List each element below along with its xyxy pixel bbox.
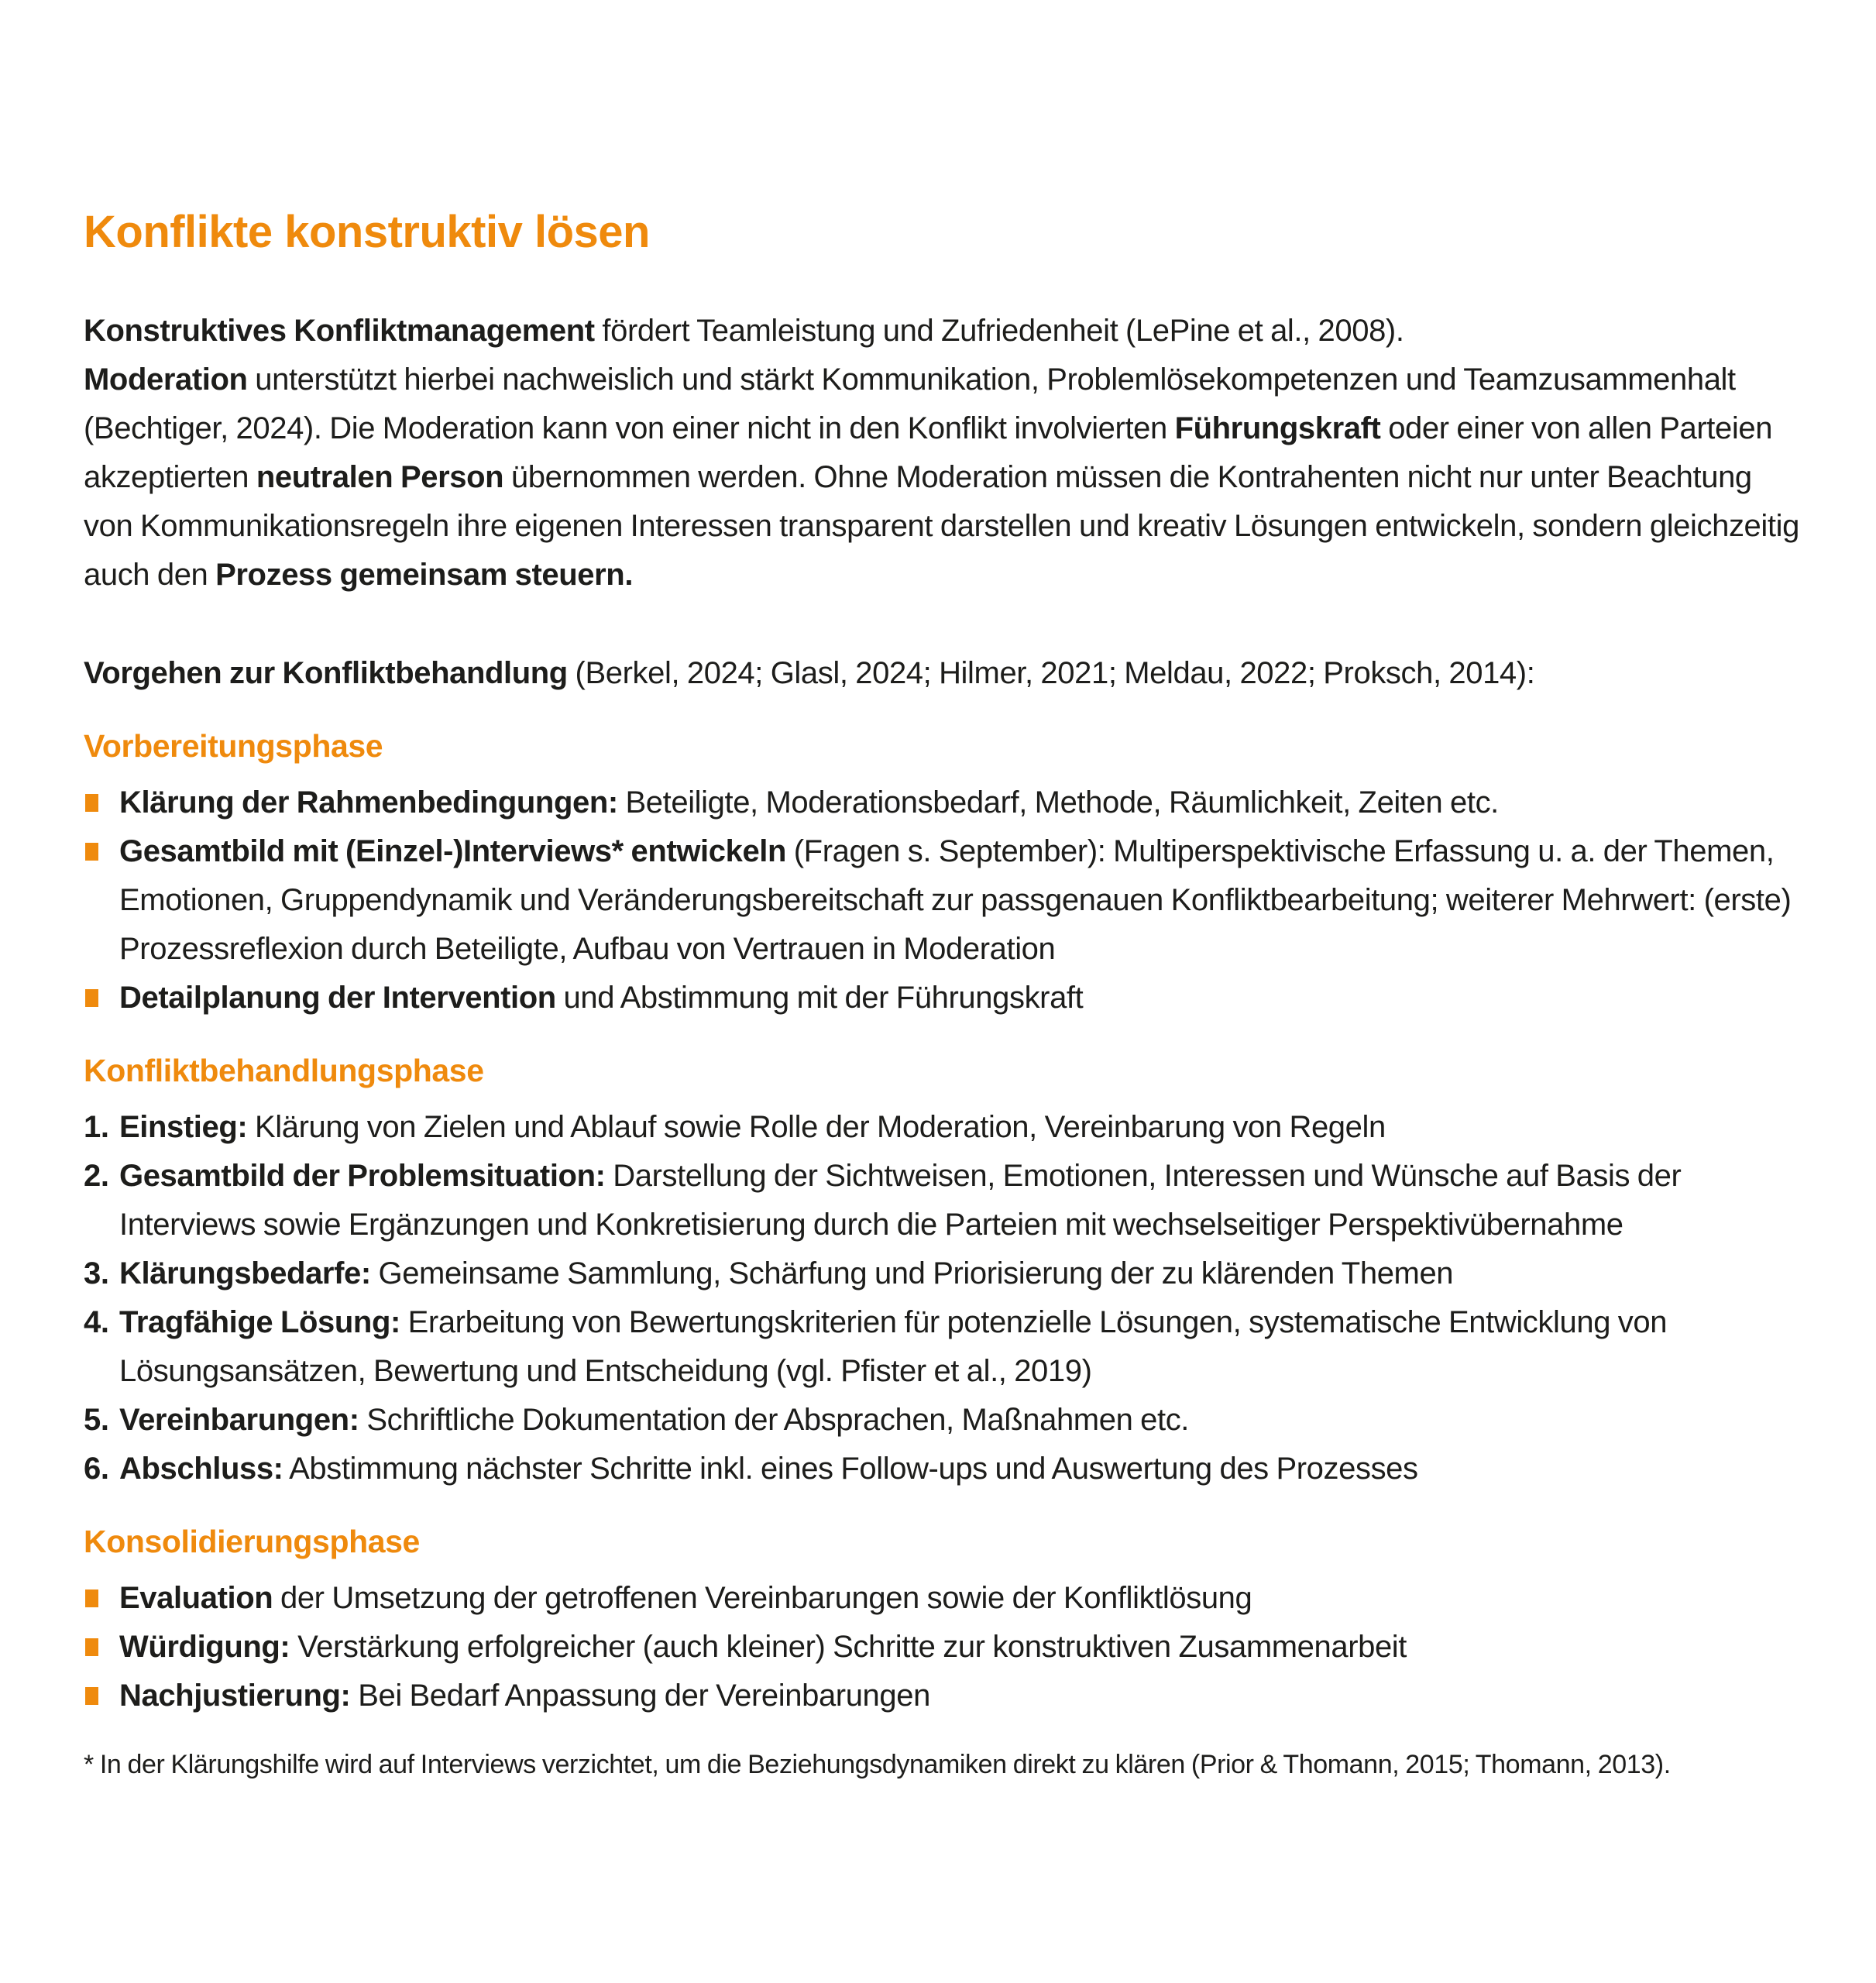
text-run: (Berkel, 2024; Glasl, 2024; Hilmer, 2021; Meldau, 2022; Proksch, 2014): [567,655,1535,690]
text-run: fördert Teamleistung und Zufriedenheit (LePine et al., 2008). [594,313,1404,348]
item-text [119,1305,1667,1388]
list-item [84,1672,1802,1720]
bold-text-run: Tragfähige Lösung: [119,1304,400,1339]
section-heading: Konsolidierungsphase [84,1523,420,1559]
text-run: (Fragen s. September): Multiperspektivische Erfassung u. a. der Themen, Emotionen, Gruppendynamik und Veränderungsbereitschaft zur passgenauen Konfliktbearbeitung; weiterer Mehrwert: (erste) Prozessreflexion durch Beteiligte, Aufbau von Vertrauen in Moderation [119,833,1792,966]
item-text [119,834,1791,966]
bold-text-run: Vorgehen zur Konfliktbehandlung [84,655,568,690]
item-number: 3. [84,1256,109,1290]
bullet-square-icon [85,794,98,812]
bold-text-run: Abschluss: [119,1451,283,1486]
list-item [84,1396,1802,1445]
text-run: Beteiligte, Moderationsbedarf, Methode, Räumlichkeit, Zeiten etc. [617,785,1499,820]
text-run: unterstützt hierbei nachweislich und stärkt Kommunikation, Problemlösekompetenzen und Teamzusammenhalt (Bechtiger, 2024). Die Moderation kann von einer nicht in den Konflikt involvierten [84,362,1736,445]
bold-text-run: Gesamtbild der Problemsituation: [119,1158,606,1193]
text-run: Schriftliche Dokumentation der Absprachen, Maßnahmen etc. [359,1402,1190,1437]
bold-text-run: Detailplanung der Intervention [119,980,556,1015]
list-item [84,1445,1802,1493]
footnote: * In der Klärungshilfe wird auf Interviews verzichtet, um die Beziehungsdynamiken direkt zu klären (Prior & Thomann, 2015; Thomann, 2013). [84,1749,1671,1779]
text-run: Abstimmung nächster Schritte inkl. eines Follow-ups und Auswertung des Prozesses [283,1451,1418,1486]
list-item [84,1249,1802,1298]
list-item [84,827,1802,974]
list-item [84,1298,1802,1396]
text-run: der Umsetzung der getroffenen Vereinbarungen sowie der Konfliktlösung [273,1580,1252,1615]
item-text [119,1581,1252,1615]
bullet-list [84,1574,1802,1720]
item-text [119,1452,1418,1486]
item-text [119,981,1083,1015]
bold-text-run: Moderation [84,362,248,397]
bullet-square-icon [85,989,98,1007]
bullet-square-icon [85,843,98,861]
bold-text-run: Würdigung: [119,1629,290,1664]
item-text [119,1159,1681,1242]
text-run: übernommen werden. Ohne Moderation müssen die Kontrahenten nicht nur unter Beachtung von Kommunikationsregeln ihre eigenen Interessen transparent darstellen und kreativ Lösungen entwickeln, sondern gleichzeitig auch den [84,459,1799,592]
bold-text-run: Konstruktives Konfliktmanagement [84,313,595,348]
bold-text-run: Führungskraft [1174,411,1381,445]
sections-container [84,726,1802,1720]
text-run: Erarbeitung von Bewertungskriterien für potenzielle Lösungen, systematische Entwicklung von Lösungsansätzen, Bewertung und Entscheidung (vgl. Pfister et al., 2019) [119,1304,1668,1388]
text-run: Verstärkung erfolgreicher (auch kleiner) Schritte zur konstruktiven Zusammenarbeit [290,1629,1407,1664]
page-title: Konflikte konstruktiv lösen [84,207,650,257]
bold-text-run: Einstieg: [119,1109,248,1144]
section-heading: Konfliktbehandlungsphase [84,1052,484,1088]
section-heading: Vorbereitungsphase [84,727,383,764]
list-item [84,1574,1802,1623]
bold-text-run: Nachjustierung: [119,1678,351,1713]
bold-text-run: Evaluation [119,1580,273,1615]
item-number: 2. [84,1158,109,1193]
item-number: 1. [84,1109,109,1144]
bold-text-run: Klärung der Rahmenbedingungen: [119,785,618,820]
list-item [84,974,1802,1022]
item-text [119,1679,930,1713]
list-item [84,1623,1802,1672]
intro-paragraph [84,307,1802,600]
item-text [119,1403,1189,1437]
numbered-list [84,1103,1802,1493]
item-number: 6. [84,1451,109,1486]
bold-text-run: Klärungsbedarfe: [119,1256,371,1290]
text-run: Bei Bedarf Anpassung der Vereinbarungen [350,1678,930,1713]
bullet-square-icon [85,1687,98,1705]
bold-text-run: Gesamtbild mit (Einzel-)Interviews* entwickeln [119,833,787,868]
bold-text-run: Vereinbarungen: [119,1402,359,1437]
list-item [84,1152,1802,1249]
text-run: und Abstimmung mit der Führungskraft [555,980,1084,1015]
list-item [84,778,1802,827]
lead-paragraph [84,649,1802,698]
text-run: Klärung von Zielen und Ablauf sowie Rolle der Moderation, Vereinbarung von Regeln [247,1109,1386,1144]
list-item [84,1103,1802,1152]
text-run: Darstellung der Sichtweisen, Emotionen, Interessen und Wünsche auf Basis der Interviews sowie Ergänzungen und Konkretisierung durch die Parteien mit wechselseitiger Perspektivübernahme [119,1158,1682,1242]
item-text [119,1256,1453,1290]
item-text [119,785,1499,820]
bullet-square-icon [85,1589,98,1607]
bold-text-run: neutralen Person [256,459,504,494]
bullet-list [84,778,1802,1022]
bold-text-run: Prozess gemeinsam steuern. [215,557,634,592]
text-run: Gemeinsame Sammlung, Schärfung und Priorisierung der zu klärenden Themen [370,1256,1454,1290]
text-run: oder einer von allen Parteien akzeptierten [84,411,1773,494]
item-text [119,1630,1407,1664]
item-text [119,1110,1386,1144]
item-number: 5. [84,1402,109,1437]
item-number: 4. [84,1304,109,1339]
bullet-square-icon [85,1638,98,1656]
